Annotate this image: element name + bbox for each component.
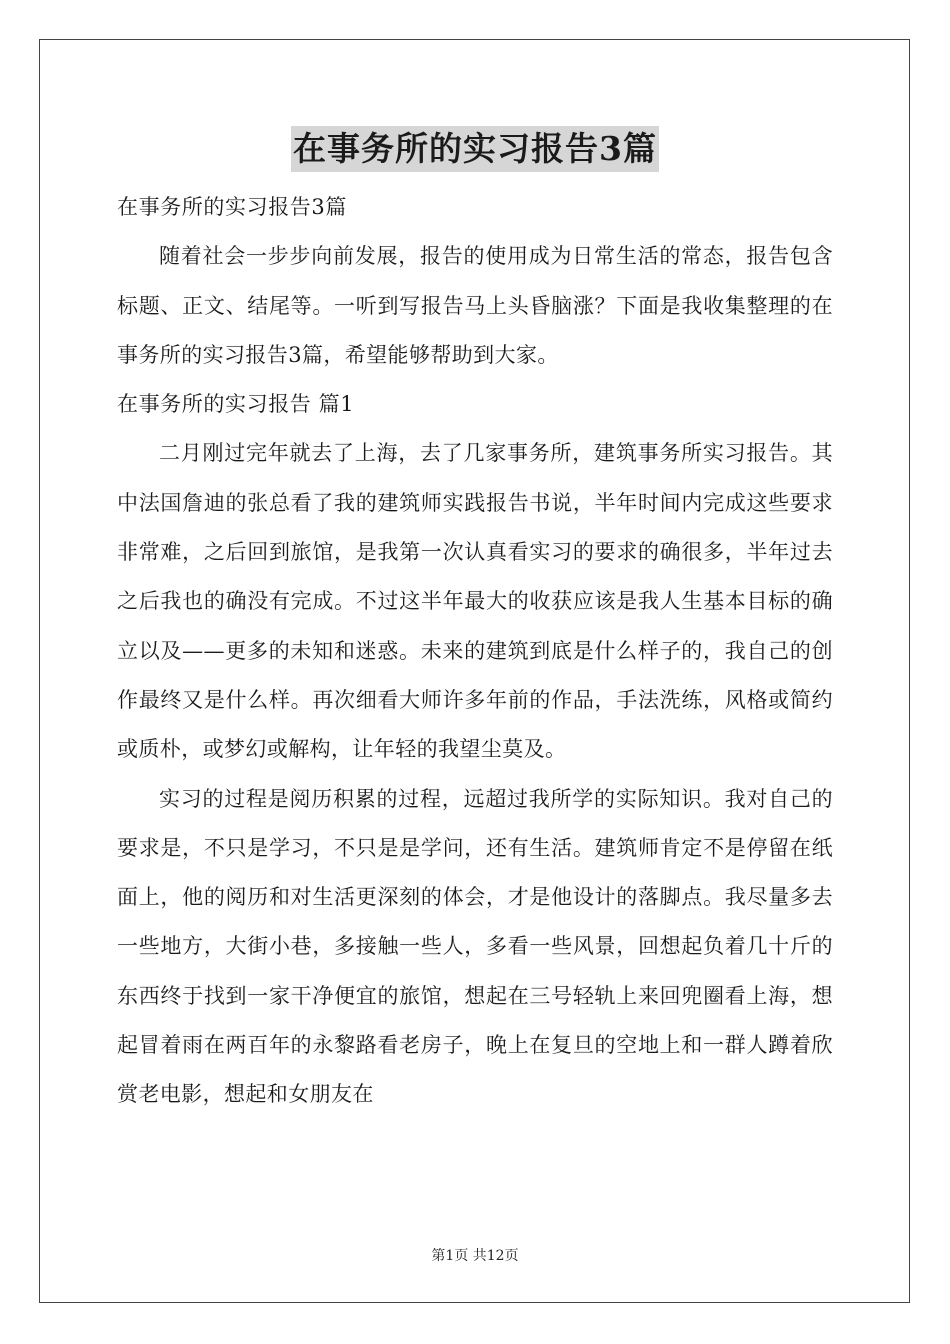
body-paragraph-2: 实习的过程是阅历积累的过程，远超过我所学的实际知识。我对自己的要求是，不只是学习，不只是是学问，还有生活。建筑师肯定不是停留在纸面上，他的阅历和对生活更深刻的体会，才是他设计的落脚点。我尽量多去一些地方，大街小巷，多接触一些人，多看一些风景，回想起负着几十斤的东西终于找到一家干净便宜的旅馆，想起在三号轻轨上来回兜圈看上海，想起冒着雨在两百年的永黎路看老房子，晚上在复旦的空地上和一群人蹲着欣赏老电影，想起和女朋友在 [117, 786, 833, 1107]
page-number: 第1页 共12页 [431, 1248, 519, 1264]
document-body [117, 183, 833, 1120]
intro-paragraph: 随着社会一步步向前发展，报告的使用成为日常生活的常态，报告包含标题、正文、结尾等。一听到写报告马上头昏脑涨？下面是我收集整理的在事务所的实习报告3篇，希望能够帮助到大家。 [117, 244, 833, 367]
body-paragraph-1: 二月刚过完年就去了上海，去了几家事务所，建筑事务所实习报告。其中法国詹迪的张总看了我的建筑师实践报告书说，半年时间内完成这些要求非常难，之后回到旅馆，是我第一次认真看实习的要求的确很多，半年过去之后我也的确没有完成。不过这半年最大的收获应该是我人生基本目标的确立以及——更多的未知和迷惑。未来的建筑到底是什么样子的，我自己的创作最终又是什么样。再次细看大师许多年前的作品，手法洗练，风格或简约或质朴，或梦幻或解构，让年轻的我望尘莫及。 [117, 441, 833, 762]
document-subtitle: 在事务所的实习报告3篇 [117, 195, 347, 219]
section-heading: 在事务所的实习报告 篇1 [117, 392, 355, 417]
document-title [0, 126, 950, 172]
document-title-text: 在事务所的实习报告3篇 [291, 126, 659, 172]
page-footer [0, 1245, 950, 1265]
